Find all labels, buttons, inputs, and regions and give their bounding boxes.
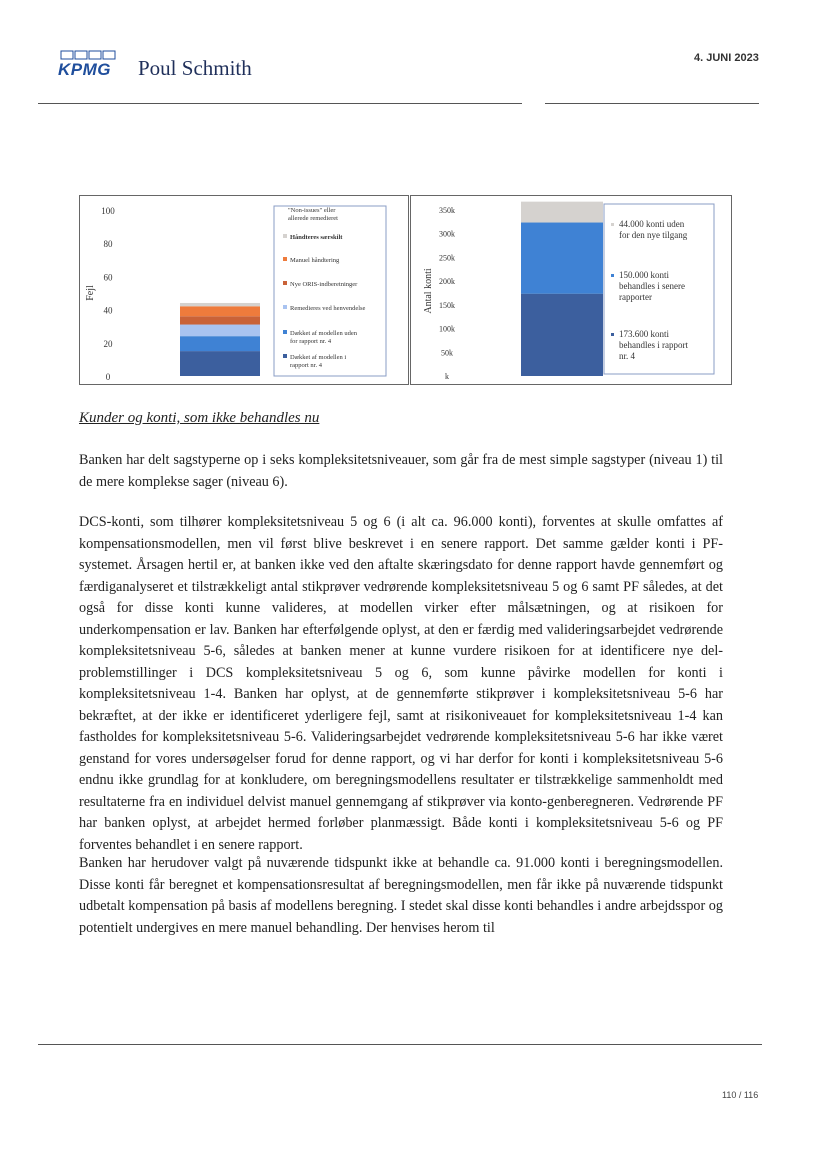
chart-accounts	[410, 195, 732, 385]
chart-errors-legend-swatch	[283, 354, 287, 358]
chart-errors-legend-swatch	[283, 234, 287, 238]
chart-accounts-tick-label: 150k	[439, 300, 455, 310]
chart-accounts-tick-label: k	[445, 372, 449, 381]
chart-errors-bar-segment	[180, 303, 260, 306]
chart-errors-legend-label: Nye ORIS-indberetninger	[290, 281, 358, 288]
chart-accounts-tick-label: 100k	[439, 324, 455, 334]
chart-errors-bar-segment	[180, 316, 260, 324]
kpmg-logo	[58, 60, 111, 80]
chart-errors-bar-segment	[180, 325, 260, 337]
chart-accounts-bar-segment	[521, 202, 603, 223]
document-date: 4. JUNI 2023	[694, 52, 759, 64]
chart-errors-legend-label: Dækket af modellen i rapport nr. 4	[290, 354, 347, 369]
header-rule-left	[38, 103, 522, 104]
kpmg-logo-text: KPMG	[58, 60, 111, 79]
chart-accounts-legend-label: 44.000 konti uden for den nye tilgang	[619, 219, 688, 240]
paragraph-1: Banken har delt sagstyperne op i seks kompleksitetsniveauer, som går fra de mest simple sagstyper (niveau 1) til de mere komplekse sager (niveau 6).	[79, 452, 723, 490]
chart-errors-svg	[80, 196, 408, 384]
chart-errors-tick-label: 60	[103, 272, 113, 283]
chart-errors-legend-label: Dækket af modellen uden for rapport nr. 4	[290, 330, 357, 345]
chart-errors-legend-label: Manuel håndtering	[290, 257, 340, 264]
chart-accounts-tick-label: 200k	[439, 277, 455, 287]
paragraph-2: DCS-konti, som tilhører kompleksitetsniveau 5 og 6 (i alt ca. 96.000 konti), forventes at skulle omfattes af kompensationsmodellen, men vil først blive beskrevet i en senere rapport. Det samme gælder konti i PF-systemet. Årsagen hertil er, at banken ikke ved den aftalte skæringsdato for denne rapport havde gennemført og færdiganalyseret et tilstrækkeligt antal stikprøver vedrørende kompleksitetsniveau 5 og 6 samt PF således, at det også for disse konti kunne valideres, at modellen virker efter målsætningen, og at risikoen for underkompensation er lav. Banken har efterfølgende oplyst, at den er færdig med valideringsarbejdet vedrørende kompleksitetsniveau 5-6, således at banken mener at kunne vurdere risikoen for at identificere nye del-problemstillinger i DCS kompleksitetsniveau 5 og 6, som kunne påvirke modellen for konti i kompleksitetsniveau 1-4. Banken har oplyst, at de gennemførte stikprøver i kompleksitetsniveau 5-6 har bekræftet, at der ikke er identificeret yderligere fejl, samt at risikoniveauet for kompleksitetsniveau 1-4 kan fastholdes for kompleksitetsniveau 5-6. Valideringsarbejdet vedrørende kompleksitetsniveau 5-6 har ikke været genstand for vores undersøgelser forud for denne rapport, og vi har derfor for konti i kompleksitetsniveau 5-6 endnu ikke grundlag for at konkludere, om beregningsmodellens resultater er tilstrækkelige sammenholdt med resultaterne fra en individuel delvist manuel gennemgang af stikprøver via konto-genberegneren. Vedrørende PF har banken oplyst, at arbejdet hermed forløber planmæssigt. Både konti i kompleksitetsniveau 5-6 og PF forventes behandlet i en senere rapport.	[79, 514, 723, 853]
chart-accounts-legend-swatch	[611, 274, 614, 277]
chart-errors-bar-segment	[180, 336, 260, 351]
chart-errors-tick-label: 20	[103, 338, 113, 349]
chart-accounts-legend-label: 150.000 konti behandles i senere rapporter	[619, 270, 685, 302]
chart-accounts-legend-swatch	[611, 223, 614, 226]
kpmg-logo-boxes	[60, 50, 118, 60]
chart-errors-legend-label: "Non-issues" eller allerede remedieret	[288, 207, 338, 222]
chart-accounts-tick-label: 250k	[439, 253, 455, 263]
chart-errors-legend-swatch	[283, 257, 287, 261]
chart-errors-legend-label: Remedieres ved henvendelse	[290, 305, 366, 312]
chart-errors-tick-label: 40	[103, 305, 113, 316]
chart-errors-bar-segment	[180, 306, 260, 316]
firm-name: Poul Schmith	[138, 56, 252, 80]
chart-accounts-tick-label: 350k	[439, 206, 455, 215]
chart-accounts-legend-label: 173.600 konti behandles i rapport nr. 4	[619, 329, 688, 361]
chart-errors-legend-swatch	[283, 330, 287, 334]
chart-errors-legend-swatch	[283, 281, 287, 285]
chart-accounts-ylabel: Antal konti	[423, 268, 434, 314]
section-heading: Kunder og konti, som ikke behandles nu	[79, 410, 320, 426]
chart-errors-ylabel: Fejl	[85, 285, 96, 301]
chart-accounts-tick-label: 300k	[439, 229, 455, 239]
chart-errors-legend-label: Håndteres særskilt	[290, 234, 343, 241]
chart-errors-tick-label: 0	[105, 372, 111, 382]
page-number: 110 / 116	[722, 1090, 759, 1100]
paragraph-3: Banken har herudover valgt på nuværende tidspunkt ikke at behandle ca. 91.000 konti i beregningsmodellen. Disse konti får beregnet et kompensationsresultat af beregningsmodellen, men får ikke på nuværende tidspunkt udbetalt kompensation på basis af modellens beregning. I stedet skal disse konti behandles i andre arbejdsspor og potentielt undergives en mere manuel behandling. Der henvises herom til	[79, 855, 723, 936]
chart-accounts-svg	[411, 196, 731, 384]
chart-accounts-tick-label: 50k	[441, 348, 453, 358]
header-rule-right	[545, 103, 759, 104]
chart-errors-tick-label: 80	[103, 239, 113, 250]
chart-accounts-bar-segment	[521, 294, 603, 376]
chart-accounts-legend-swatch	[611, 333, 614, 336]
chart-errors-legend-box	[274, 206, 386, 376]
chart-accounts-bar-segment	[521, 223, 603, 294]
chart-errors-tick-label: 100	[101, 206, 115, 216]
chart-errors-legend-swatch	[283, 305, 287, 309]
footer-rule	[38, 1044, 762, 1045]
chart-errors	[79, 195, 409, 385]
chart-errors-bar-segment	[180, 351, 260, 376]
